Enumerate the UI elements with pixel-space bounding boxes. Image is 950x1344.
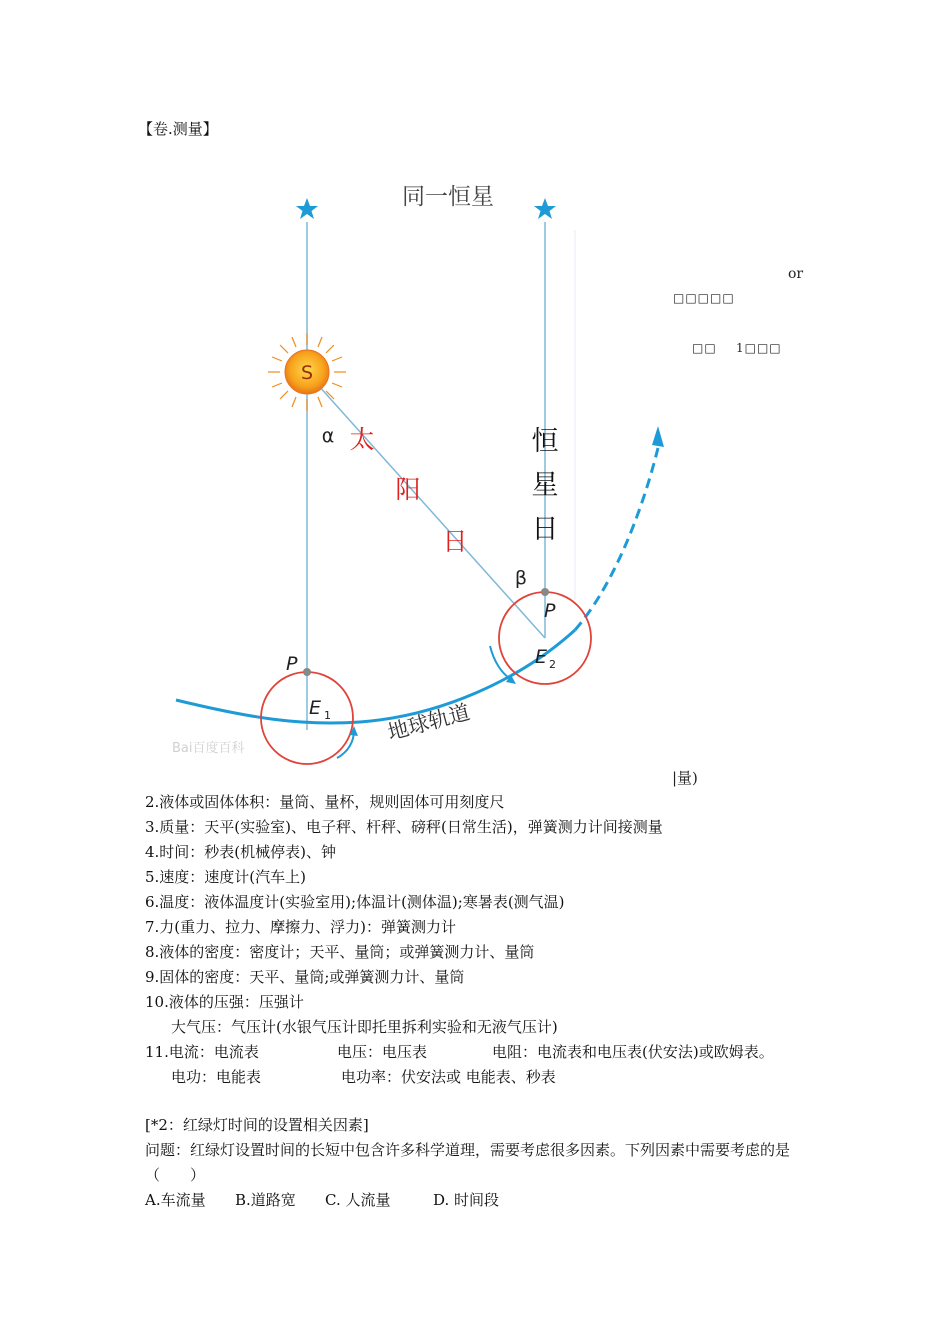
- e2-label: E: [535, 646, 548, 668]
- list-item-electric-row-2: [145, 1065, 663, 1090]
- sun-label: S: [300, 362, 314, 384]
- point-p-e1-dot: [303, 668, 311, 676]
- fragment-or: or: [788, 266, 804, 282]
- e2-subscript: 2: [549, 658, 556, 671]
- fragment-measure-tail: |量): [672, 769, 698, 787]
- solar-day-char-3: 日: [442, 527, 468, 556]
- option-b: B.道路宽: [235, 1191, 296, 1209]
- orbit-arrow-icon: [652, 426, 664, 447]
- section-heading: 【卷.测量】: [138, 120, 218, 138]
- earth-orbit-path: [176, 630, 575, 723]
- list-item-atmospheric: 大气压：气压计(水银气压计即托里拆利实验和无液气压计): [171, 1018, 558, 1036]
- list-item: 5.速度：速度计(汽车上): [145, 868, 307, 886]
- watermark: Bai百度百科: [172, 741, 245, 756]
- fragment-boxes-2a: □□: [692, 341, 717, 355]
- solar-day-char-1: 太: [349, 425, 375, 454]
- point-p-e2-dot: [541, 588, 549, 596]
- e1-subscript: 1: [324, 709, 331, 722]
- sidereal-day-char-1: 恒: [531, 426, 559, 457]
- electric-voltage: 电压：电压表: [337, 1043, 428, 1061]
- list-item: 3.质量：天平(实验室)、电子秤、杆秤、磅秤(日常生活)，弹簧测力计间接测量: [145, 818, 663, 836]
- measurement-list: [145, 790, 774, 1090]
- e1-label: E: [309, 697, 322, 719]
- list-item: 7.力(重力、拉力、摩擦力、浮力)：弹簧测力计: [145, 918, 457, 936]
- option-a: A.车流量: [145, 1191, 206, 1209]
- sidereal-day-char-3: 日: [531, 514, 559, 545]
- sidereal-solar-day-diagram: [160, 165, 680, 780]
- star-icon-right: [534, 198, 556, 219]
- list-item: 9.固体的密度：天平、量筒;或弹簧测力计、量筒: [145, 968, 465, 986]
- electric-current: 11.电流：电流表: [145, 1043, 259, 1061]
- electric-resistance: 电阻：电流表和电压表(伏安法)或欧姆表。: [492, 1043, 774, 1061]
- diagram-title: 同一恒星: [402, 184, 494, 210]
- earth-orbit-dashed: [575, 448, 658, 630]
- fragment-boxes-2b: 1□□□: [736, 341, 782, 355]
- question-text: 问题：红绿灯设置时间的长短中包含许多科学道理，需要考虑很多因素。下列因素中需要考虑的是（ ）: [145, 1141, 791, 1184]
- electric-work: 电功：电能表: [171, 1068, 262, 1086]
- option-c: C. 人流量: [325, 1191, 391, 1209]
- sidereal-day-char-2: 星: [531, 470, 559, 501]
- list-item: 2.液体或固体体积：量筒、量杯，规则固体可用刻度尺: [145, 793, 505, 811]
- question-tag: [*2：红绿灯时间的设置相关因素]: [145, 1116, 369, 1134]
- sun-to-earth-line: [318, 385, 545, 638]
- question-options: [145, 1188, 810, 1213]
- list-item: 6.温度：液体温度计(实验室用);体温计(测体温);寒暑表(测气温): [145, 893, 565, 911]
- question-block: [145, 1113, 810, 1213]
- alpha-label: α: [321, 425, 335, 447]
- list-item-electric-row-1: [145, 1040, 774, 1065]
- list-item: 10.液体的压强：压强计: [145, 993, 304, 1011]
- solar-day-char-2: 阳: [395, 475, 421, 504]
- electric-power: 电功率：伏安法或 电能表、秒表: [341, 1068, 556, 1086]
- beta-label: β: [514, 567, 528, 589]
- option-d: D. 时间段: [433, 1191, 500, 1209]
- fragment-boxes-1: □□□□□: [673, 291, 735, 305]
- star-icon-left: [296, 198, 318, 219]
- list-item: 8.液体的密度：密度计；天平、量筒；或弹簧测力计、量筒: [145, 943, 535, 961]
- orbit-label: 地球轨道: [385, 699, 473, 745]
- point-p-e1-label: P: [286, 653, 298, 675]
- point-p-e2-label: P: [544, 600, 556, 622]
- list-item: 4.时间：秒表(机械停表)、钟: [145, 843, 337, 861]
